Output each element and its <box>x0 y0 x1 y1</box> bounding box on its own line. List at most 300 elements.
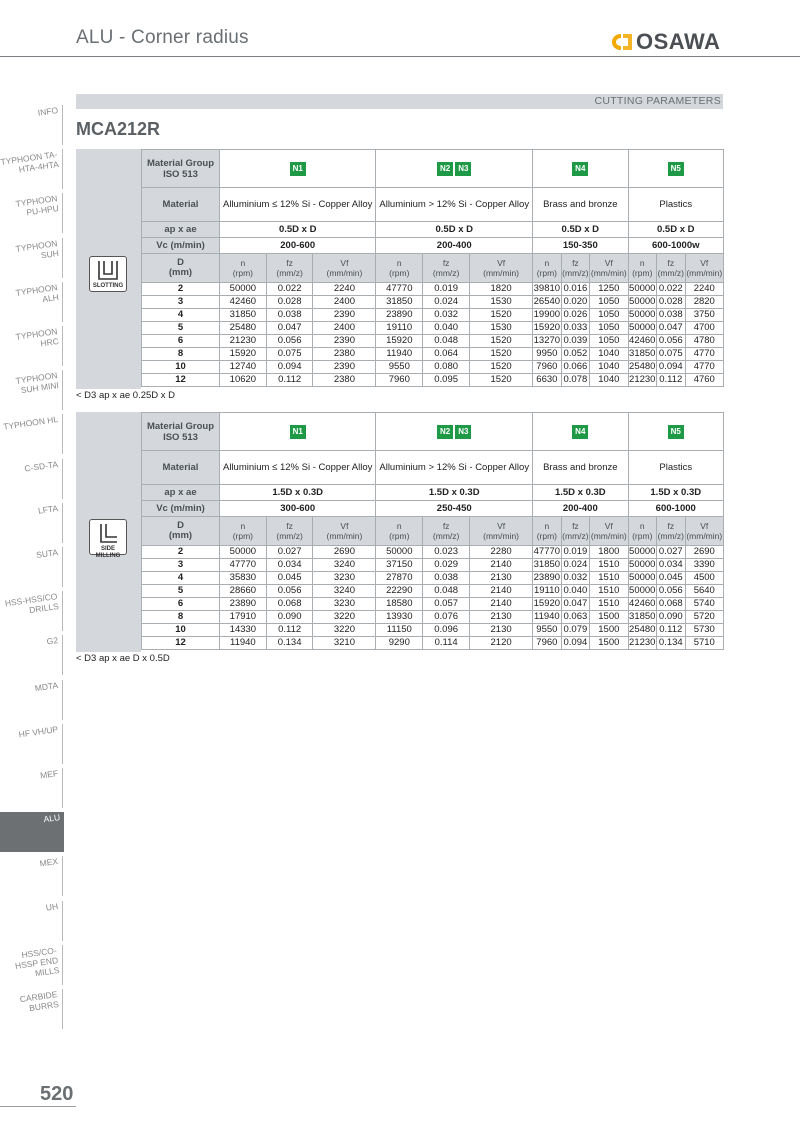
value-cell: 2140 <box>470 598 533 611</box>
value-cell: 1250 <box>590 283 628 296</box>
vc-row <box>142 501 724 517</box>
cut-type-icon <box>89 519 127 559</box>
value-cell: 0.134 <box>266 637 313 650</box>
value-cell: 50000 <box>220 546 267 559</box>
material-cell: Brass and bronze <box>533 451 628 485</box>
rpm-header-unit: (rpm) <box>632 531 653 541</box>
feed-per-tooth-header-unit: (mm/z) <box>657 531 684 541</box>
value-cell: 0.075 <box>266 348 313 361</box>
feed-rate-header-unit: (mm/min) <box>686 268 723 278</box>
feed-rate-header <box>313 254 376 283</box>
value-cell: 0.063 <box>561 611 590 624</box>
value-cell: 2390 <box>313 361 376 374</box>
sidebar-tab-label: MDTA <box>34 679 59 693</box>
feed-per-tooth-header <box>561 517 590 546</box>
value-cell: 9290 <box>376 637 423 650</box>
feed-rate-header-label: Vf <box>497 521 506 531</box>
feed-per-tooth-header-unit: (mm/z) <box>432 531 460 541</box>
value-cell: 5720 <box>685 611 723 624</box>
value-cell: 0.076 <box>423 611 470 624</box>
diameter-cell: 5 <box>142 322 220 335</box>
vc-value: 300-600 <box>220 501 376 517</box>
value-cell: 0.016 <box>561 283 590 296</box>
material-group-label: Material Group ISO 513 <box>142 413 220 451</box>
value-cell: 0.094 <box>657 361 686 374</box>
rpm-header-unit: (rpm) <box>389 531 410 541</box>
sidebar-tab[interactable] <box>0 680 63 720</box>
sidebar-tab[interactable] <box>0 768 63 808</box>
rpm-header <box>376 254 423 283</box>
osawa-logo-icon <box>611 32 633 52</box>
value-cell: 39810 <box>533 283 561 294</box>
value-cell: 0.040 <box>561 585 590 598</box>
value-cell: 7960 <box>533 637 562 650</box>
diameter-cell: 2 <box>142 546 220 559</box>
value-cell: 0.064 <box>423 348 470 361</box>
material-group-cell <box>220 150 376 188</box>
feed-per-tooth-header-label: fz <box>667 521 675 531</box>
rpm-header-label: n <box>240 258 246 268</box>
value-cell: 9550 <box>533 624 562 637</box>
sidebar-tab[interactable] <box>0 238 63 278</box>
table-row <box>142 322 724 335</box>
sidebar-tab-label: HSS/CO-HSSP END MILLS <box>14 944 61 979</box>
value-cell: 3750 <box>685 309 723 322</box>
value-cell: 0.020 <box>561 296 590 309</box>
feed-rate-header-unit: (mm/min) <box>686 531 723 541</box>
feed-per-tooth-header-label: fz <box>442 258 450 268</box>
value-cell: 37150 <box>376 559 423 572</box>
diameter-cell: 8 <box>142 611 220 624</box>
value-cell: 0.112 <box>266 374 313 387</box>
sidebar-tab-label: TYPHOON PU-HPU <box>14 193 60 218</box>
value-cell: 50000 <box>629 546 656 557</box>
material-group-cell <box>533 150 628 188</box>
value-cell: 1040 <box>590 348 628 361</box>
vc-value: 600-1000w <box>628 238 724 254</box>
value-cell: 0.039 <box>561 335 590 348</box>
page-title: ALU - Corner radius <box>76 27 249 48</box>
value-cell: 14330 <box>220 624 267 637</box>
rpm-header-label: n <box>544 258 550 268</box>
value-cell: 47770 <box>376 283 423 296</box>
rpm-header-unit: (rpm) <box>536 268 557 278</box>
sidebar-tab[interactable] <box>0 370 63 410</box>
value-cell: 31850 <box>220 309 267 322</box>
feed-rate-header-unit: (mm/min) <box>326 268 363 278</box>
material-group-cell <box>533 413 628 451</box>
sidebar-tab[interactable] <box>0 282 63 322</box>
sidebar-tab-label: LFTA <box>37 502 59 516</box>
sidebar-tab-label: INFO <box>37 105 59 118</box>
value-cell: 0.048 <box>423 585 470 598</box>
units-header-row <box>142 517 724 546</box>
page-number: 520 <box>40 1083 74 1105</box>
table-row <box>142 572 724 585</box>
value-cell: 5740 <box>685 598 723 611</box>
value-cell: 3240 <box>313 585 376 598</box>
value-cell: 50000 <box>629 283 656 294</box>
iso-group-badge: N5 <box>668 425 684 439</box>
rpm-header-unit: (rpm) <box>389 268 410 278</box>
feed-rate-header-unit: (mm/min) <box>483 268 520 278</box>
value-cell: 1530 <box>470 296 533 309</box>
value-cell: 0.047 <box>266 322 313 335</box>
ap-ae-value: 0.5D x D <box>628 222 724 238</box>
value-cell: 1820 <box>470 283 533 296</box>
value-cell: 0.096 <box>423 624 470 637</box>
ap-ae-value: 0.5D x D <box>533 222 628 238</box>
table-row <box>142 637 724 650</box>
feed-per-tooth-header-unit: (mm/z) <box>562 268 589 278</box>
value-cell: 0.052 <box>561 348 590 361</box>
value-cell: 3230 <box>313 598 376 611</box>
units-header-row <box>142 254 724 283</box>
section-band <box>76 94 723 109</box>
sidebar-tab-label: UH <box>45 900 59 913</box>
material-cell: Alluminium ≤ 12% Si - Copper Alloy <box>220 451 376 485</box>
value-cell: 50000 <box>629 296 656 307</box>
logo-text: OSAWA <box>636 29 721 54</box>
value-cell: 25480 <box>629 361 656 372</box>
vc-row <box>142 238 724 254</box>
value-cell: 0.066 <box>561 361 590 374</box>
value-cell: 2140 <box>470 585 533 598</box>
feed-rate-header-label: Vf <box>497 258 506 268</box>
parameters-table <box>141 412 724 650</box>
value-cell: 0.024 <box>561 559 590 572</box>
value-cell: 1520 <box>470 361 533 374</box>
page-divider <box>0 1106 76 1107</box>
diameter-cell: 5 <box>142 585 220 598</box>
sidebar-tab[interactable] <box>0 812 64 852</box>
iso-group-badge: N5 <box>668 162 684 176</box>
value-cell: 2690 <box>313 546 376 559</box>
value-cell: 2400 <box>313 322 376 335</box>
rpm-header <box>376 517 423 546</box>
material-cell: Alluminium > 12% Si - Copper Alloy <box>376 451 533 485</box>
value-cell: 0.019 <box>423 283 470 296</box>
value-cell: 13930 <box>376 611 423 624</box>
value-cell: 3220 <box>313 624 376 637</box>
value-cell: 0.026 <box>561 309 590 322</box>
value-cell: 5730 <box>685 624 723 637</box>
rpm-header-unit: (rpm) <box>232 531 254 541</box>
value-cell: 0.038 <box>423 572 470 585</box>
value-cell: 31850 <box>629 348 656 359</box>
value-cell: 1520 <box>470 374 533 387</box>
value-cell: 31850 <box>629 611 656 622</box>
value-cell: 1510 <box>590 585 628 598</box>
value-cell: 18580 <box>376 598 423 611</box>
feed-per-tooth-header-unit: (mm/z) <box>562 531 589 541</box>
sidebar-tab[interactable] <box>0 503 63 543</box>
diameter-cell: 12 <box>142 637 220 650</box>
value-cell: 0.048 <box>423 335 470 348</box>
material-cell: Plastics <box>628 451 724 485</box>
value-cell: 50000 <box>629 572 656 583</box>
value-cell: 0.024 <box>423 296 470 309</box>
sidebar-tab-label: C-SD-TA <box>23 458 59 474</box>
value-cell: 1800 <box>590 546 628 559</box>
value-cell: 1520 <box>470 348 533 361</box>
value-cell: 0.090 <box>657 611 686 624</box>
sidebar-tab[interactable] <box>0 459 63 499</box>
rpm-header <box>533 254 562 283</box>
feed-rate-header-unit: (mm/min) <box>590 268 627 278</box>
material-row <box>142 188 724 222</box>
sidebar-tab[interactable] <box>0 901 63 941</box>
sidebar-tab[interactable] <box>0 945 63 985</box>
sidebar-tab[interactable] <box>0 149 63 189</box>
feed-per-tooth-header <box>423 517 470 546</box>
value-cell: 50000 <box>629 559 656 570</box>
vc-value: 150-350 <box>533 238 628 254</box>
value-cell: 0.094 <box>266 361 313 374</box>
vc-value: 600-1000 <box>628 501 724 517</box>
sidebar-tab-label: MEF <box>39 768 59 781</box>
value-cell: 12740 <box>220 361 267 374</box>
feed-per-tooth-header-label: fz <box>572 258 579 268</box>
feed-per-tooth-header-unit: (mm/z) <box>276 268 303 278</box>
value-cell: 26540 <box>533 296 561 307</box>
feed-rate-header <box>685 517 723 546</box>
value-cell: 9950 <box>533 348 562 361</box>
value-cell: 15920 <box>533 598 561 609</box>
value-cell: 7960 <box>533 361 562 374</box>
feed-per-tooth-header-unit: (mm/z) <box>657 268 684 278</box>
diameter-cell: 4 <box>142 309 220 322</box>
material-group-cell <box>220 413 376 451</box>
value-cell: 2390 <box>313 335 376 348</box>
feed-per-tooth-header <box>423 254 470 283</box>
ap-ae-value: 1.5D x 0.3D <box>220 485 376 501</box>
feed-per-tooth-header-unit: (mm/z) <box>276 531 303 541</box>
value-cell: 2130 <box>470 624 533 637</box>
sidebar-tab-label: TYPHOON HL <box>2 414 59 433</box>
value-cell: 0.112 <box>657 624 686 637</box>
value-cell: 0.038 <box>657 309 686 322</box>
value-cell: 0.056 <box>266 335 313 348</box>
value-cell: 23890 <box>376 309 423 322</box>
value-cell: 31850 <box>376 296 423 309</box>
value-cell: 28660 <box>220 585 267 598</box>
value-cell: 5710 <box>685 637 723 650</box>
value-cell: 0.038 <box>266 309 313 322</box>
value-cell: 4500 <box>685 572 723 585</box>
value-cell: 11940 <box>220 637 267 650</box>
ap-ae-value: 1.5D x 0.3D <box>628 485 724 501</box>
value-cell: 11940 <box>376 348 423 361</box>
value-cell: 2140 <box>470 559 533 572</box>
feed-rate-header <box>470 254 533 283</box>
feed-per-tooth-header <box>657 254 686 283</box>
feed-rate-header-label: Vf <box>340 521 349 531</box>
diameter-cell: 12 <box>142 374 220 387</box>
sidebar-tab-label: MEX <box>39 856 59 869</box>
value-cell: 0.068 <box>266 598 313 611</box>
rpm-header <box>628 254 657 283</box>
rpm-header <box>533 517 562 546</box>
diameter-cell: 10 <box>142 361 220 374</box>
value-cell: 15920 <box>533 322 561 333</box>
value-cell: 50000 <box>629 585 656 596</box>
rpm-header-unit: (rpm) <box>232 268 254 278</box>
value-cell: 0.080 <box>423 361 470 374</box>
value-cell: 0.032 <box>423 309 470 322</box>
value-cell: 7960 <box>376 374 423 387</box>
table-row <box>142 296 724 309</box>
value-cell: 31850 <box>533 559 561 570</box>
sidebar-tab-label: SUTA <box>35 547 59 561</box>
feed-per-tooth-header <box>266 254 313 283</box>
value-cell: 1500 <box>590 637 628 650</box>
value-cell: 2240 <box>313 283 376 296</box>
material-group-row <box>142 150 724 188</box>
value-cell: 19110 <box>376 322 423 335</box>
vc-label: Vc (m/min) <box>142 501 220 517</box>
cut-type-label: SLOTTING <box>92 283 124 289</box>
sidebar-tab[interactable] <box>0 635 63 675</box>
sidebar-tab[interactable] <box>0 989 63 1029</box>
rpm-header-label: n <box>396 521 402 531</box>
value-cell: 25480 <box>629 624 656 635</box>
ap-ae-value: 1.5D x 0.3D <box>533 485 628 501</box>
value-cell: 11940 <box>533 611 560 622</box>
iso-group-badge: N3 <box>455 425 471 439</box>
table-row <box>142 611 724 624</box>
sidebar-tab[interactable] <box>0 547 63 587</box>
side-milling-icon <box>94 522 122 546</box>
value-cell: 1520 <box>470 335 533 348</box>
diameter-cell: 4 <box>142 572 220 585</box>
iso-group-badge: N2 <box>437 425 453 439</box>
table-row <box>142 624 724 637</box>
header-divider <box>0 56 800 57</box>
value-cell: 27870 <box>376 572 423 585</box>
table-row <box>142 348 724 361</box>
feed-rate-header <box>590 517 628 546</box>
vc-value: 200-400 <box>376 238 533 254</box>
value-cell: 19110 <box>533 585 560 596</box>
value-cell: 2120 <box>470 637 533 650</box>
value-cell: 21230 <box>629 374 656 385</box>
rpm-header <box>628 517 657 546</box>
sidebar-tab[interactable] <box>0 193 63 233</box>
value-cell: 23890 <box>533 572 561 583</box>
value-cell: 35830 <box>220 572 267 585</box>
sidebar-tab[interactable] <box>0 856 63 896</box>
value-cell: 0.034 <box>266 559 313 572</box>
vc-value: 200-600 <box>220 238 376 254</box>
rpm-header <box>220 517 267 546</box>
value-cell: 9550 <box>376 361 423 374</box>
rpm-header-unit: (rpm) <box>632 268 653 278</box>
diameter-cell: 6 <box>142 598 220 611</box>
value-cell: 1040 <box>590 374 628 387</box>
value-cell: 25480 <box>220 322 267 335</box>
feed-rate-header-label: Vf <box>700 521 709 531</box>
cut-type-label: SIDE MILLING <box>95 546 121 559</box>
feed-per-tooth-header-label: fz <box>286 521 293 531</box>
sidebar-tab[interactable] <box>0 724 63 764</box>
feed-rate-header-unit: (mm/min) <box>483 531 520 541</box>
value-cell: 0.027 <box>657 546 686 559</box>
table-row <box>142 335 724 348</box>
value-cell: 21230 <box>629 637 656 648</box>
value-cell: 2130 <box>470 572 533 585</box>
iso-group-badge: N2 <box>437 162 453 176</box>
sidebar-tab[interactable] <box>0 326 63 366</box>
value-cell: 17910 <box>220 611 267 624</box>
value-cell: 0.022 <box>266 283 313 296</box>
value-cell: 1050 <box>590 335 628 348</box>
material-label: Material <box>142 188 220 222</box>
feed-per-tooth-header-label: fz <box>442 521 450 531</box>
osawa-logo <box>611 29 720 55</box>
value-cell: 2690 <box>685 546 723 559</box>
table-note: < D3 ap x ae D x 0.5D <box>76 653 170 664</box>
iso-group-badge: N4 <box>572 425 588 439</box>
value-cell: 0.027 <box>266 546 313 559</box>
value-cell: 21230 <box>220 335 267 348</box>
value-cell: 2390 <box>313 309 376 322</box>
diameter-header <box>142 254 220 283</box>
value-cell: 42460 <box>629 335 656 346</box>
sidebar-tab[interactable] <box>0 591 63 631</box>
rpm-header-label: n <box>639 521 645 531</box>
feed-per-tooth-header <box>561 254 590 283</box>
feed-per-tooth-header-label: fz <box>286 258 293 268</box>
value-cell: 50000 <box>220 283 267 296</box>
band-label: CUTTING PARAMETERS <box>594 95 721 107</box>
table-note: < D3 ap x ae 0.25D x D <box>76 390 176 401</box>
value-cell: 1050 <box>590 322 628 335</box>
value-cell: 4770 <box>685 348 723 361</box>
slotting-icon <box>94 259 122 283</box>
diameter-header <box>142 517 220 546</box>
value-cell: 4770 <box>685 361 723 374</box>
table-row <box>142 283 724 296</box>
value-cell: 0.028 <box>266 296 313 309</box>
material-cell: Alluminium ≤ 12% Si - Copper Alloy <box>220 188 376 222</box>
sidebar-tab-label: TYPHOON TA-HTA-4HTA <box>0 149 60 175</box>
feed-rate-header <box>685 254 723 283</box>
sidebar-tab[interactable] <box>0 105 63 145</box>
diameter-label: D <box>177 520 184 531</box>
rpm-header-label: n <box>544 521 550 531</box>
iso-group-badge: N4 <box>572 162 588 176</box>
iso-group-badge: N3 <box>455 162 471 176</box>
diameter-unit: (mm) <box>168 267 193 278</box>
diameter-unit: (mm) <box>168 530 193 541</box>
sidebar-tab[interactable] <box>0 414 63 454</box>
value-cell: 10620 <box>220 374 267 387</box>
feed-rate-header-label: Vf <box>700 258 709 268</box>
value-cell: 0.023 <box>423 546 470 559</box>
value-cell: 3240 <box>313 559 376 572</box>
value-cell: 47770 <box>220 559 267 572</box>
material-label: Material <box>142 451 220 485</box>
diameter-label: D <box>177 257 184 268</box>
value-cell: 0.079 <box>561 624 590 637</box>
value-cell: 0.090 <box>266 611 313 624</box>
value-cell: 22290 <box>376 585 423 598</box>
value-cell: 0.112 <box>657 374 686 387</box>
material-row <box>142 451 724 485</box>
value-cell: 0.047 <box>561 598 590 611</box>
value-cell: 42460 <box>220 296 267 309</box>
